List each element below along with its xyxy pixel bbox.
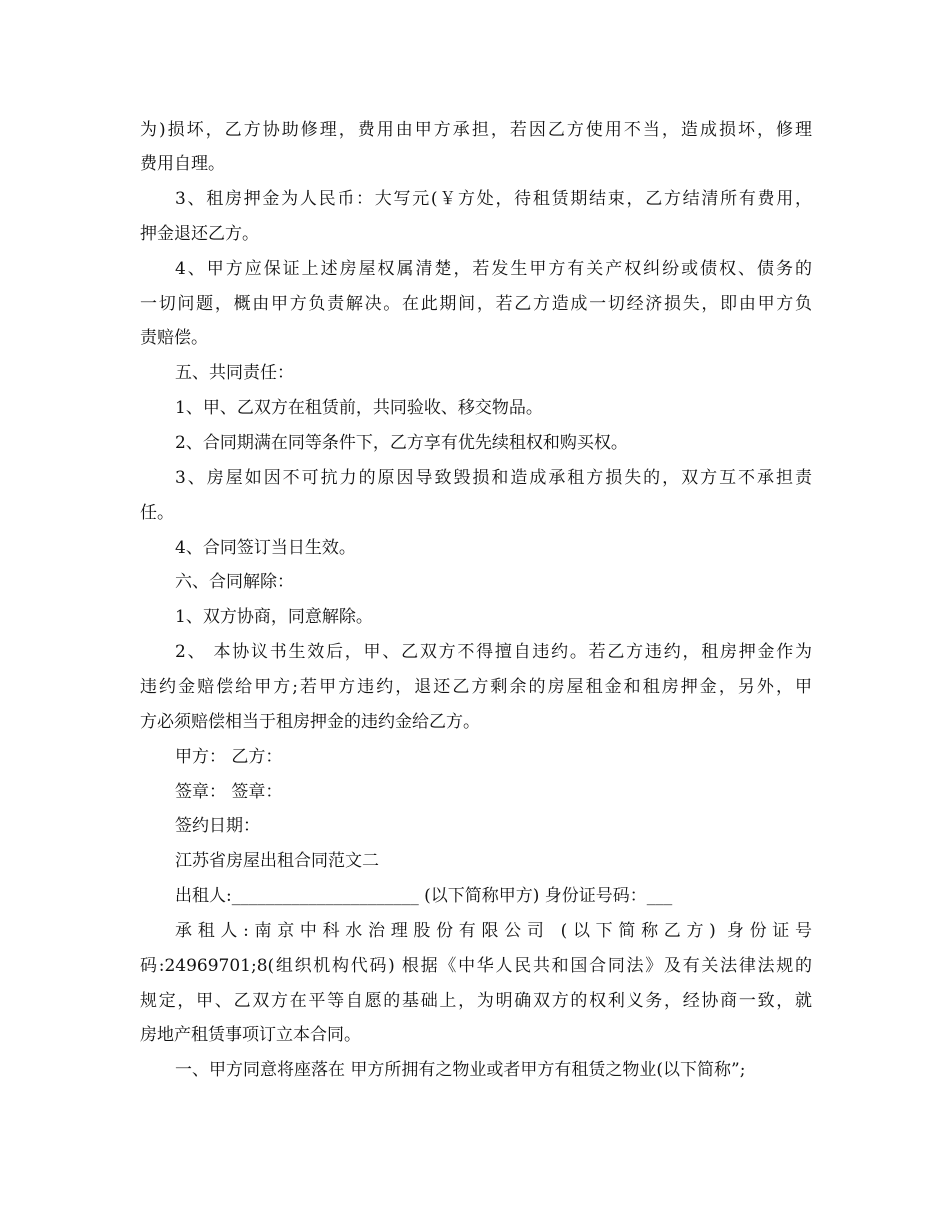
text-line: 一、甲方同意将座落在 甲方所拥有之物业或者甲方有租赁之物业(以下简称”;	[175, 1060, 746, 1080]
lessor-line: 出租人:______________________ (以下简称甲方) 身份证号码：___	[175, 886, 673, 906]
section-heading: 五、共同责任：	[175, 363, 294, 383]
text-line: 责赔偿。	[140, 328, 208, 348]
text-line: 违约金赔偿给甲方;若甲方违约，退还乙方剩余的房屋租金和租房押金，另外，甲	[140, 677, 812, 697]
text-line: 规定，甲、乙双方在平等自愿的基础上，为明确双方的权利义务，经协商一致，就	[140, 991, 812, 1011]
section-heading: 六、合同解除：	[175, 572, 294, 592]
signing-date-line: 签约日期：	[175, 816, 260, 836]
text-line: 1、双方协商，同意解除。	[175, 607, 373, 627]
text-line: 房地产租赁事项订立本合同。	[140, 1025, 361, 1045]
text-line: 费用自理。	[140, 154, 225, 174]
text-line: 方必须赔偿相当于租房押金的违约金给乙方。	[140, 712, 480, 732]
text-line: 任。	[140, 503, 174, 523]
text-line: 一切问题，概由甲方负责解决。在此期间，若乙方造成一切经济损失，即由甲方负	[140, 294, 812, 314]
text-line: 4、合同签订当日生效。	[175, 538, 356, 558]
text-line: 码:24969701;8(组织机构代码) 根据《中华人民共和国合同法》及有关法律法规的	[140, 956, 812, 976]
lessee-line: 承租人:南京中科水治理股份有限公司 (以下简称乙方) 身份证号	[175, 921, 812, 941]
text-line: 2、合同期满在同等条件下，乙方享有优先续租权和购买权。	[175, 433, 628, 453]
text-line: 3、租房押金为人民币：大写元(￥方处，待租赁期结束，乙方结清所有费用，	[175, 189, 812, 209]
text-line: 1、甲、乙双方在租赁前，共同验收、移交物品。	[175, 398, 543, 418]
text-line: 4、甲方应保证上述房屋权属清楚，若发生甲方有关产权纠纷或债权、债务的	[175, 259, 812, 279]
text-line: 为)损坏，乙方协助修理，费用由甲方承担，若因乙方使用不当，造成损坏，修理	[140, 120, 812, 140]
document-title: 江苏省房屋出租合同范文二	[175, 851, 379, 871]
text-line: 3、房屋如因不可抗力的原因导致毁损和造成承租方损失的，双方互不承担责	[175, 468, 812, 488]
signature-stamp-line: 签章： 签章：	[175, 782, 283, 802]
signature-party-line: 甲方： 乙方：	[175, 747, 283, 767]
text-line: 2、 本协议书生效后，甲、乙双方不得擅自违约。若乙方违约，租房押金作为	[175, 642, 812, 662]
text-line: 押金退还乙方。	[140, 224, 259, 244]
